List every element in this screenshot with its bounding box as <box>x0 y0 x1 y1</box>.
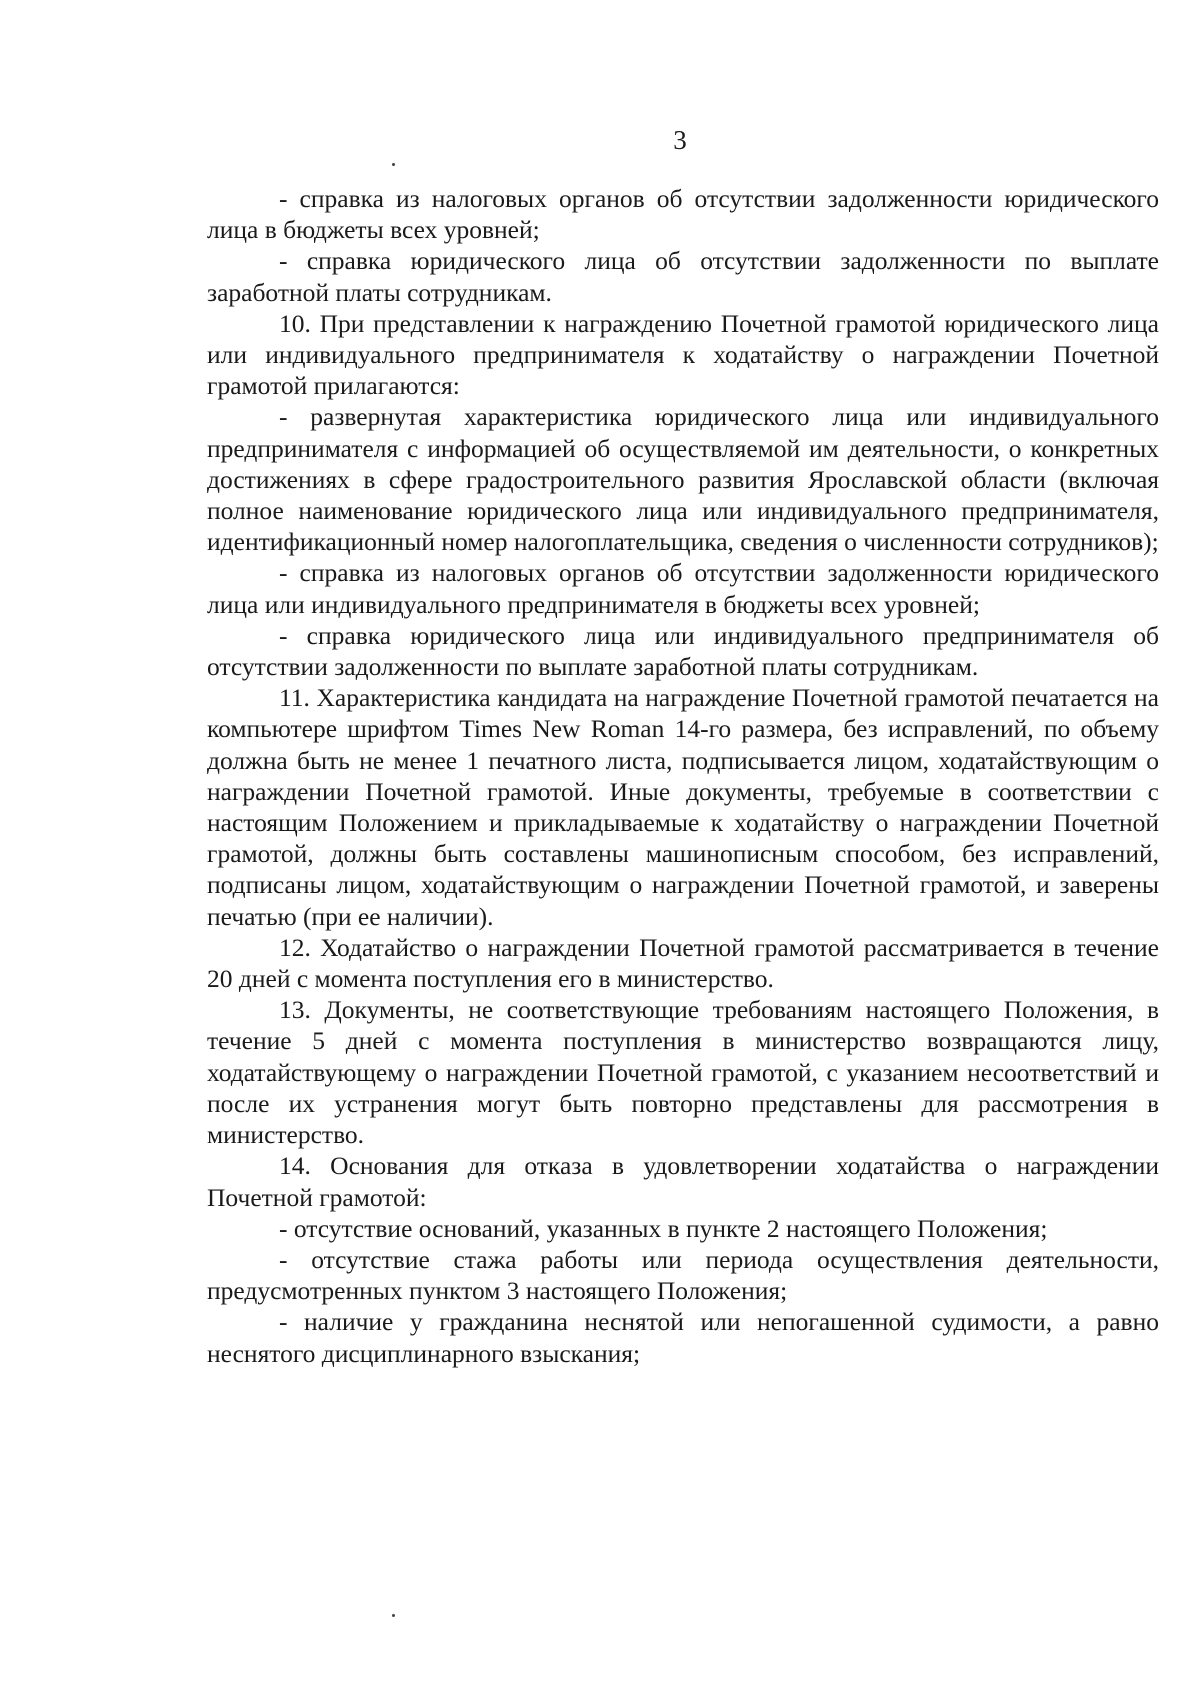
paragraph: - справка юридического лица об отсутствии задолженности по выплате заработной платы сотрудникам. <box>207 246 1159 307</box>
paragraph: 14. Основания для отказа в удовлетворении ходатайства о награждении Почетной грамотой: <box>207 1151 1159 1212</box>
paragraph: - отсутствие стажа работы или периода осуществления деятельности, предусмотренных пунктом 3 настоящего Положения; <box>207 1244 1159 1306</box>
paragraph: - отсутствие оснований, указанных в пункте 2 настоящего Положения; <box>279 1213 1048 1243</box>
paragraph: 12. Ходатайство о награждении Почетной грамотой рассматривается в течение 20 дней с момента поступления его в министерство. <box>207 932 1159 994</box>
paragraph: - развернутая характеристика юридического лица или индивидуального предпринимателя с информацией об осуществляемой им деятельности, о конкретных достижениях в сфере градостроительного развития Ярославской области (включая полное наименование юридического лица или индивидуального предпринимателя, идентификационный номер налогоплательщика, сведения о численности сотрудников); <box>207 402 1159 557</box>
scan-speck <box>392 163 395 166</box>
document-body <box>207 183 1159 1369</box>
paragraph: 13. Документы, не соответствующие требованиям настоящего Положения, в течение 5 дней с момента поступления в министерство возвращаются лицу, ходатайствующему о награждении Почетной грамотой, с указанием несоответствий и после их устранения могут быть повторно представлены для рассмотрения в министерство. <box>207 995 1159 1150</box>
paragraph: 11. Характеристика кандидата на награждение Почетной грамотой печатается на компьютере шрифтом Times New Roman 14-го размера, без исправлений, по объему должна быть не менее 1 печатного листа, подписывается лицом, ходатайствующим о награждении Почетной грамотой. Иные документы, требуемые в соответствии с настоящим Положением и прикладываемые к ходатайству о награждении Почетной грамотой, должны быть составлены машинописным способом, без исправлений, подписаны лицом, ходатайствующим о награждении Почетной грамотой, и заверены печатью (при ее наличии). <box>207 683 1159 931</box>
paragraph: - наличие у гражданина неснятой или непогашенной судимости, а равно неснятого дисциплинарного взыскания; <box>207 1307 1159 1368</box>
paragraph: - справка из налоговых органов об отсутствии задолженности юридического лица или индивидуального предпринимателя в бюджеты всех уровней; <box>207 558 1159 619</box>
page-number: 3 <box>673 125 687 155</box>
paragraph: - справка из налоговых органов об отсутствии задолженности юридического лица в бюджеты всех уровней; <box>207 184 1159 245</box>
scan-speck <box>392 1614 395 1617</box>
paragraph: 10. При представлении к награждению Почетной грамотой юридического лица или индивидуального предпринимателя к ходатайству о награждении Почетной грамотой прилагаются: <box>207 308 1159 401</box>
paragraph: - справка юридического лица или индивидуального предпринимателя об отсутствии задолженности по выплате заработной платы сотрудникам. <box>207 620 1159 682</box>
